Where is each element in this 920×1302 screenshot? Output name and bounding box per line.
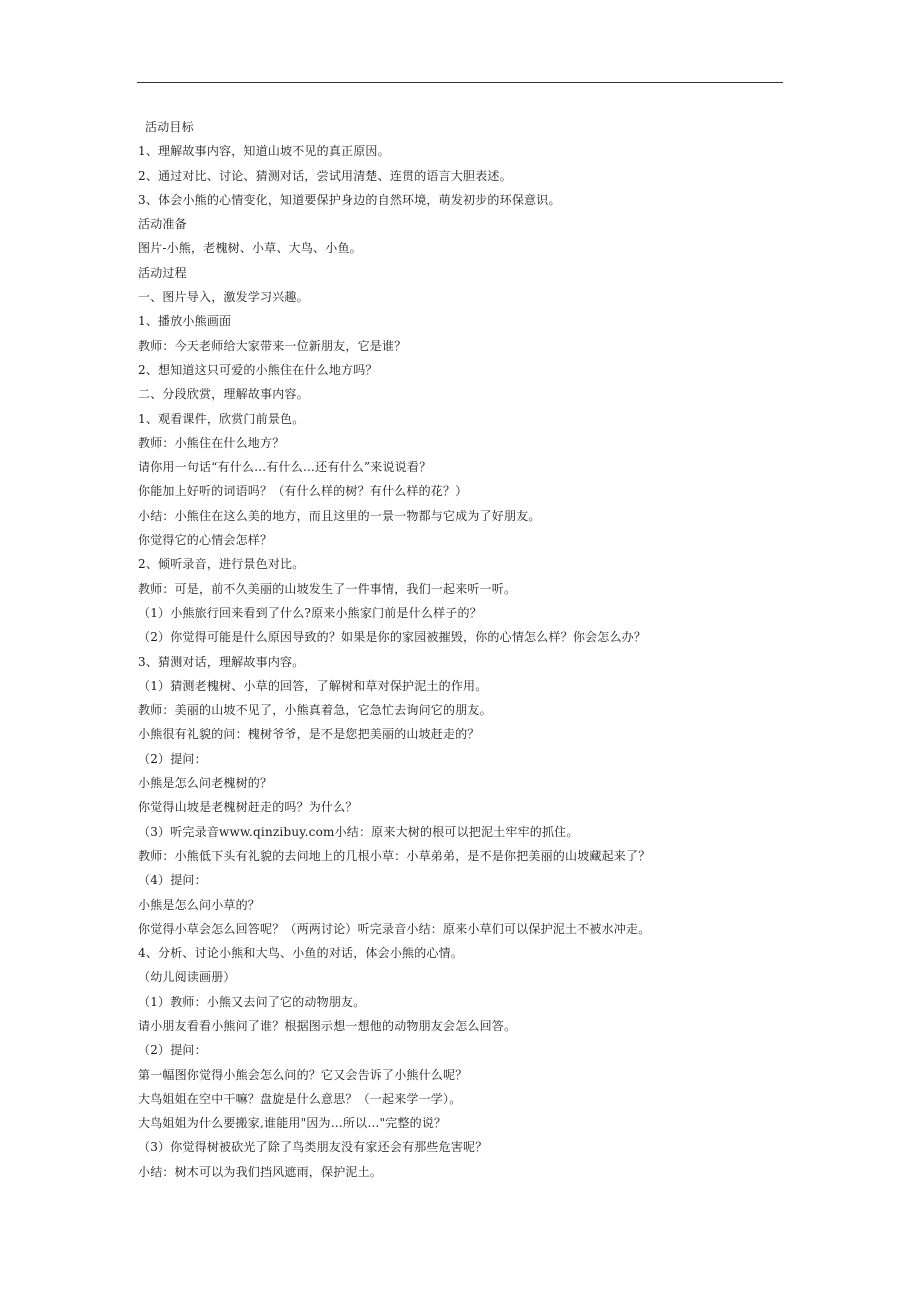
section-heading-preparation: 活动准备 [138, 217, 187, 232]
text-line: 教师：可是，前不久美丽的山坡发生了一件事情，我们一起来听一听。 [138, 581, 517, 596]
text-line: 大鸟姐姐为什么要搬家,谁能用"因为…所以…"完整的说？ [138, 1116, 447, 1131]
text-line: 2、通过对比、讨论、猜测对话，尝试用清楚、连贯的语言大胆表述。 [138, 168, 512, 183]
text-line: 3、猜测对话，理解故事内容。 [138, 654, 305, 669]
text-line: 教师：今天老师给大家带来一位新朋友，它是谁？ [138, 338, 407, 353]
section-heading-process: 活动过程 [138, 265, 187, 280]
text-line: 请你用一句话“有什么…有什么…还有什么”来说说看？ [138, 460, 432, 475]
text-line: 2、倾听录音，进行景色对比。 [138, 557, 305, 572]
text-line: （3）你觉得树被砍光了除了鸟类朋友没有家还会有那些危害呢？ [138, 1140, 488, 1155]
text-line: （幼儿阅读画册） [138, 970, 236, 985]
text-line: （1）教师：小熊又去问了它的动物朋友。 [138, 994, 366, 1009]
text-line: 请小朋友看看小熊问了谁？根据图示想一想他的动物朋友会怎么回答。 [138, 1018, 517, 1033]
text-line: 教师：小熊住在什么地方？ [138, 435, 285, 450]
text-line: 小结：树木可以为我们挡风遮雨，保护泥土。 [138, 1164, 383, 1179]
text-line: 1、观看课件，欣赏门前景色。 [138, 411, 305, 426]
text-line: 2、想知道这只可爱的小熊住在什么地方吗？ [138, 362, 378, 377]
text-line: 教师：小熊低下头有礼貌的去问地上的几根小草：小草弟弟，是不是你把美丽的山坡藏起来了？ [138, 848, 651, 863]
text-line: 4、分析、讨论小熊和大鸟、小鱼的对话，体会小熊的心情。 [138, 946, 464, 961]
header-rule [137, 82, 783, 83]
text-line: 你能加上好听的词语吗？（有什么样的树？有什么样的花？） [138, 484, 468, 499]
text-line: 图片-小熊，老槐树、小草、大鸟、小鱼。 [138, 241, 362, 256]
text-line: 3、体会小熊的心情变化，知道要保护身边的自然环境，萌发初步的环保意识。 [138, 192, 561, 207]
text-line: 你觉得山坡是老槐树赶走的吗？为什么？ [138, 800, 358, 815]
text-line: 第一幅图你觉得小熊会怎么问的？它又会告诉了小熊什么呢？ [138, 1067, 468, 1082]
text-line: 小熊很有礼貌的问：槐树爷爷，是不是您把美丽的山坡赶走的？ [138, 727, 480, 742]
text-line: （1）猜测老槐树、小草的回答，了解树和草对保护泥土的作用。 [138, 678, 488, 693]
text-line: 1、播放小熊画面 [138, 314, 232, 329]
text-line: （3）听完录音www.qinzibuy.com小结：原来大树的根可以把泥土牢牢的抓住。 [138, 824, 579, 839]
text-line: 一、图片导入，激发学习兴趣。 [138, 290, 309, 305]
section-heading-goals: 活动目标 [145, 120, 194, 134]
text-line: 1、理解故事内容，知道山坡不见的真正原因。 [138, 144, 390, 159]
text-line: 你觉得小草会怎么回答呢？（两两讨论）听完录音小结：原来小草们可以保护泥土不被水冲走。 [138, 921, 651, 936]
text-line: 小熊是怎么问老槐树的？ [138, 776, 273, 791]
text-line: 二、分段欣赏，理解故事内容。 [138, 387, 309, 402]
document-body [138, 115, 788, 1184]
text-line: 你觉得它的心情会怎样？ [138, 533, 273, 548]
text-line: 小熊是怎么问小草的？ [138, 897, 261, 912]
text-line: 大鸟姐姐在空中干嘛？盘旋是什么意思？（一起来学一学）。 [138, 1091, 462, 1106]
text-line: 教师：美丽的山坡不见了，小熊真着急，它急忙去询问它的朋友。 [138, 703, 492, 718]
text-line: （2）你觉得可能是什么原因导致的？如果是你的家园被摧毁，你的心情怎么样？你会怎么办？ [138, 630, 647, 645]
text-line: 小结：小熊住在这么美的地方，而且这里的一景一物都与它成为了好朋友。 [138, 508, 541, 523]
text-line: （2）提问： [138, 751, 207, 766]
text-line: （1）小熊旅行回来看到了什么?原来小熊家门前是什么样子的？ [138, 605, 482, 620]
text-line: （2）提问： [138, 1043, 207, 1058]
text-line: （4）提问： [138, 873, 207, 888]
